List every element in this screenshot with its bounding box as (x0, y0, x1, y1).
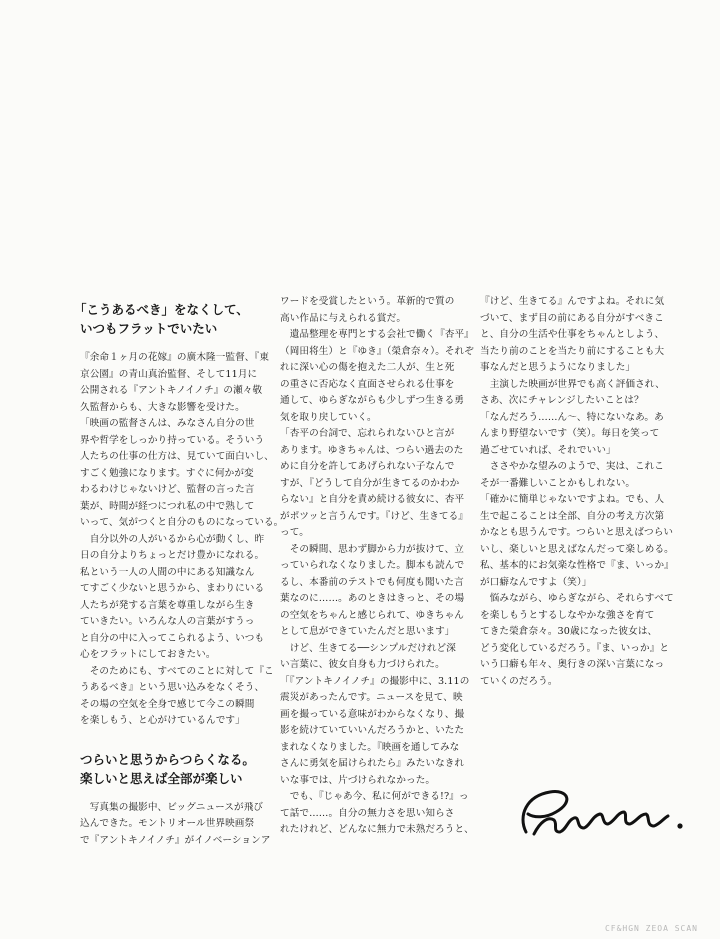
text-line: 遺品整理を専門とする会社で働く『杏平』 (280, 329, 474, 340)
article-column-3 (480, 294, 672, 690)
text-line: さんに勇気を届けられたら』みたいなきれ (280, 758, 465, 769)
text-line: づいて、まず目の前にある自分がすべきこ (480, 312, 664, 324)
text-line: で『アントキノイノチ』がイノベーションア (80, 834, 271, 846)
text-line: れに深い心の傷を抱えた二人が、生と死 (280, 362, 455, 373)
text-line: 悩みながら、ゆらぎながら、それらすべて (480, 593, 674, 604)
text-line: 京公園』の青山真治監督、そして11月に (80, 368, 258, 380)
body-text (280, 294, 472, 839)
text-line: っていられなくなりました。脚本も読んで (280, 560, 465, 571)
text-line: ていくのだろう。 (480, 675, 558, 687)
text-line: 自分以外の人がいるから心が動くし、昨 (80, 533, 265, 545)
text-line: 私という一人の人間の中にある知識なん (80, 566, 255, 578)
text-line: 気を取り戻していく。 (280, 411, 377, 423)
text-line: いう口癖も年々、奥行きの深い言葉になっ (480, 659, 665, 670)
text-line: 影を続けていていいんだろうかと、いたた (280, 725, 465, 736)
scan-watermark: CF&HGN ZEOA SCAN (604, 924, 698, 933)
article-column-1 (74, 294, 284, 849)
text-line: として息ができていたんだと思います」 (280, 626, 455, 637)
handwritten-signature (504, 772, 694, 852)
heading-line: いつもフラットでいたい (80, 321, 218, 336)
text-line: 「なんだろう……ん〜、特にないなあ。あ (480, 411, 664, 423)
text-line: どう変化しているだろう。『ま、いっか』と (480, 642, 670, 654)
text-line: かなとも思うんです。つらいと思えばつらい (480, 527, 674, 538)
text-line: がポツッと言うんです。『けど、生きてる』 (280, 510, 469, 522)
text-line: を楽しもう、と心がけているんです」 (80, 715, 245, 726)
body-text (80, 800, 272, 850)
text-line: ていきたい。いろんな人の言葉がすうっ (80, 616, 255, 627)
text-line: 人たちが発する言葉を尊重しながら生き (80, 599, 255, 611)
text-line: さあ、次にチャレンジしたいことは？ (480, 395, 644, 406)
text-line: れたけれど、どんなに無力で未熟だろうと、 (280, 824, 474, 835)
text-line: 生で起こることは全部、自分の考え方次第 (480, 510, 665, 522)
text-line: 事なんだと思うようになりました」 (480, 362, 636, 373)
heading-line: 楽しいと思えば全部が楽しい (80, 770, 243, 786)
text-line: らない』と自分を責め続ける彼女に、杏平 (280, 494, 465, 505)
text-line: 通して、ゆらぎながらも少しずつ生きる勇 (280, 395, 464, 406)
section-heading (74, 300, 272, 338)
text-line: 葉なのに……。あのときはきっと、その場 (280, 593, 465, 604)
text-line: 久監督からも、大きな影響を受けた。 (80, 401, 245, 413)
text-line: 人たちの仕事の仕方は、見ていて面白いし、 (80, 451, 274, 462)
text-line: めに自分を許してあげられない子なんで (280, 461, 455, 472)
heading-line: 「こうあるべき」をなくして、 (74, 302, 249, 317)
text-line: すごく勉強になります。すぐに何かが変 (80, 467, 254, 479)
text-line: そが一番難しいことかもしれない。 (480, 477, 636, 489)
text-line: んまり野望ないです（笑）。毎日を笑って (480, 428, 660, 439)
text-line: 「確かに簡単じゃないですよね。でも、人 (480, 494, 665, 505)
text-line: 界や哲学をしっかり持っている。そういう (80, 434, 265, 446)
text-line: うあるべき』という思い込みをなくそう、 (80, 682, 265, 693)
text-line: わるわけじゃないけど、監督の言った言 (80, 484, 255, 495)
text-line: 葉が、時間が経つにつれ私の中で熟して (80, 500, 255, 512)
text-line: そのためにも、すべてのことに対して『こ (80, 665, 274, 677)
text-line: 『余命１ヶ月の花嫁』の廣木隆一監督、『東 (80, 352, 270, 363)
text-line: その瞬間、思わず脚から力が抜けて、立 (280, 543, 464, 555)
text-line: ささやかな望みのようで、実は、これこ (480, 461, 664, 472)
text-line: 当たり前のことを当たり前にすることも大 (480, 345, 665, 357)
text-line: いし、楽しいと思えばなんだって楽しめる。 (480, 543, 674, 555)
text-line: あります。ゆきちゃんは、つらい過去のた (280, 444, 464, 456)
text-line: てきた榮倉奈々。30歳になった彼女は、 (480, 626, 658, 637)
text-line: 公開される『アントキノイノチ』の瀬々敬 (80, 385, 263, 396)
text-line: と自分の中に入ってこられるよう、いつも (80, 632, 265, 644)
text-line: 心をフラットにしておきたい。 (80, 649, 216, 660)
text-line: が口癖なんですよ（笑）」 (480, 576, 592, 588)
text-line: 震災があったんです。ニュースを見て、映 (280, 692, 463, 703)
heading-line: つらいと思うからつらくなる。 (80, 751, 255, 767)
text-line: 私、基本的にお気楽な性格で『ま、いっか』 (480, 560, 674, 571)
text-line: 「『アントキノイノチ』の撮影中に、3.11の (280, 675, 470, 687)
article-column-2 (280, 294, 472, 839)
text-line: ワードを受賞したという。革新的で質の (280, 296, 455, 307)
text-line: って。 (280, 527, 309, 538)
text-line: けど、生きてる──シンプルだけれど深 (280, 642, 456, 654)
text-line: でも、『じゃあ今、私に何ができる!?』っ (280, 791, 469, 802)
text-line: て話で……。自分の無力さを思い知らさ (280, 807, 455, 819)
section-heading (80, 750, 272, 788)
text-line: 過ごせていれば、それでいい」 (480, 444, 616, 456)
text-line: すが、『どうして自分が生きてるのかわか (280, 477, 460, 489)
text-line: 日の自分よりちょっとだけ豊かになれる。 (80, 550, 265, 561)
text-line: と、自分の生活や仕事をちゃんとしよう、 (480, 329, 665, 340)
text-line: （岡田将生）と『ゆき』（榮倉奈々）。それぞ (280, 345, 474, 357)
text-line: の空気をちゃんと感じられて、ゆきちゃん (280, 609, 464, 621)
text-line: を楽しもうとするしなやかな強さを育て (480, 609, 655, 621)
text-line: 高い作品に与えられる賞だ。 (280, 312, 407, 324)
text-line: 写真集の撮影中、ビッグニュースが飛び (80, 801, 264, 813)
text-line: 画を撮っている意味がわからなくなり、撮 (280, 708, 465, 720)
text-line: まれなくなりました。『映画を通してみな (280, 741, 460, 753)
text-line: の重さに否応なく直面させられる仕事を (280, 378, 455, 390)
text-line: 込んできた。モントリオール世界映画祭 (80, 818, 255, 829)
body-text (80, 350, 284, 730)
text-line: いな事では、片づけられなかった。 (280, 774, 436, 786)
text-line: 主演した映画が世界でも高く評価され、 (480, 378, 665, 390)
body-text (480, 294, 672, 690)
text-line: るし、本番前のテストでも何度も聞いた言 (280, 576, 464, 588)
text-line: 「映画の監督さんは、みなさん自分の世 (80, 418, 255, 429)
text-line: いって、気がつくと自分のものになっている。 (80, 517, 284, 528)
text-line: その場の空気を全身で感じて今この瞬間 (80, 698, 255, 710)
text-line: 「杏平の台詞で、忘れられないひと言が (280, 428, 455, 439)
text-line: 『けど、生きてる』んですよね。それに気 (480, 296, 665, 307)
text-line: てすごく少ないと思うから、まわりにいる (80, 583, 265, 594)
text-line: い言葉に、彼女自身も力づけられた。 (280, 659, 445, 670)
